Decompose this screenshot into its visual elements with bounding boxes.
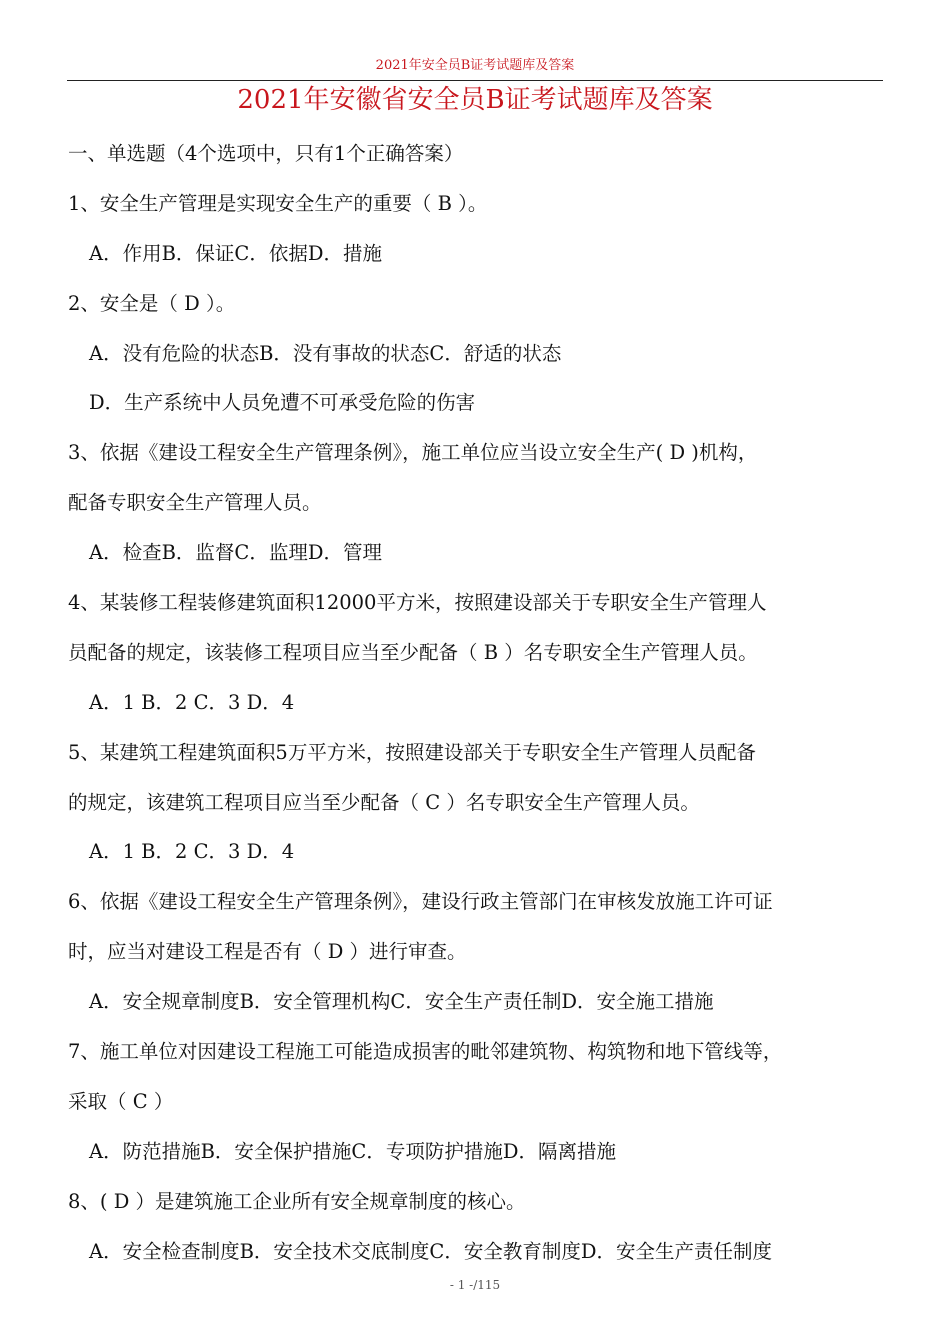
question-1-options: A．作用B．保证C．依据D．措施 (89, 241, 382, 265)
question-4-cont: 员配备的规定，该装修工程项目应当至少配备（ B ）名专职安全生产管理人员。 (68, 640, 758, 664)
question-list (68, 135, 883, 1282)
page-number: - 1 -/115 (449, 1278, 501, 1292)
header-divider (67, 80, 883, 81)
question-7-cont: 采取（ C ） (68, 1089, 174, 1113)
question-6-options: A．安全规章制度B．安全管理机构C．安全生产责任制D．安全施工措施 (89, 990, 714, 1014)
question-7-options: A．防范措施B．安全保护措施C．专项防护措施D．隔离措施 (89, 1139, 616, 1163)
question-6-cont: 时，应当对建设工程是否有（ D ）进行审查。 (68, 940, 467, 964)
question-5-options: A．1 B．2 C．3 D．4 (89, 840, 295, 864)
question-3: 3、依据《建设工程安全生产管理条例》，施工单位应当设立安全生产( D )机构， (68, 441, 758, 465)
question-2: 2、安全是（ D ）。 (68, 291, 236, 315)
question-8-options: A．安全检查制度B．安全技术交底制度C．安全教育制度D．安全生产责任制度 (89, 1239, 772, 1263)
question-5-cont: 的规定，该建筑工程项目应当至少配备（ C ）名专职安全生产管理人员。 (68, 790, 700, 814)
question-1: 1、安全生产管理是实现安全生产的重要（ B ）。 (68, 191, 488, 215)
question-2-options-cont: D．生产系统中人员免遭不可承受危险的伤害 (89, 391, 476, 415)
question-4-options: A．1 B．2 C．3 D．4 (89, 690, 295, 714)
question-2-options: A．没有危险的状态B．没有事故的状态C．舒适的状态 (89, 341, 562, 365)
question-5: 5、某建筑工程建筑面积5万平方米，按照建设部关于专职安全生产管理人员配备 (68, 740, 756, 764)
document-title: 2021年安徽省安全员B证考试题库及答案 (237, 85, 713, 115)
question-4: 4、某装修工程装修建筑面积12000平方米，按照建设部关于专职安全生产管理人 (68, 591, 767, 615)
question-3-options: A．检查B．监督C．监理D．管理 (89, 541, 382, 565)
question-6: 6、依据《建设工程安全生产管理条例》，建设行政主管部门在审核发放施工许可证 (68, 890, 773, 914)
section-heading: 一、单选题（4个选项中，只有1个正确答案） (68, 142, 464, 165)
question-7: 7、施工单位对因建设工程施工可能造成损害的毗邻建筑物、构筑物和地下管线等， (68, 1040, 783, 1064)
question-3-cont: 配备专职安全生产管理人员。 (68, 491, 322, 515)
running-header: 2021年安全员B证考试题库及答案 (375, 58, 575, 73)
question-8: 8、( D ）是建筑施工企业所有安全规章制度的核心。 (68, 1189, 526, 1213)
